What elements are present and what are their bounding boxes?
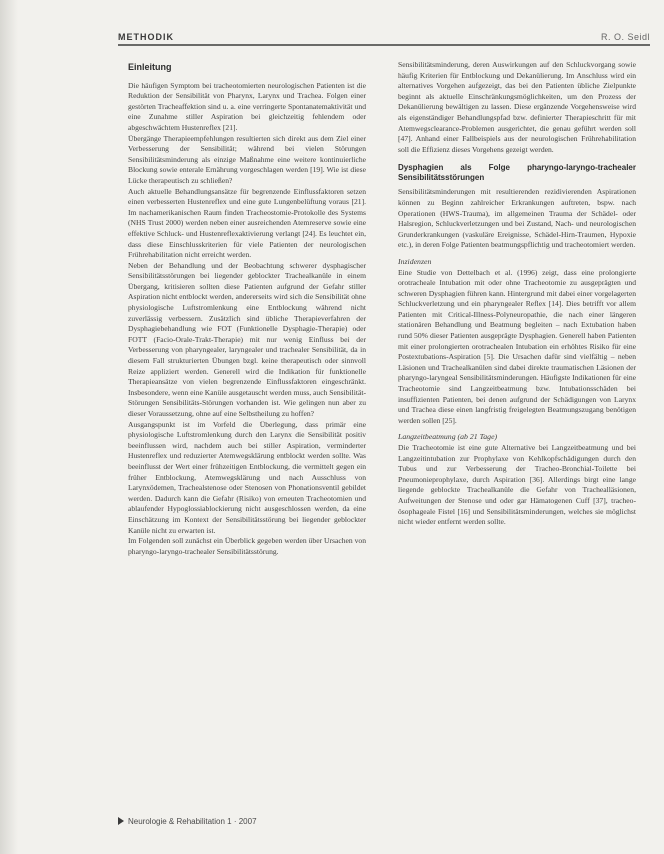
paragraph: Auch aktuelle Behandlungsansätze für begrenzende Einflussfaktoren setzen einen verbesserten Hustenreflex und eine gute Lungenbelüftung voraus [21]. Im nachamerikanischen Raum finden Tracheostomie-Protokolle des Systems (NHS Trust 2000) werden neben einer ausreichenden Atemreserve sowie eine effektive Schluck- und Hustenreflexaktivierung verlangt [24]. Es leuchtet ein, dass diese Einschlusskriterien für viele Patienten der neurologischen Frührehabilitation nicht erreicht werden.	[128, 186, 366, 260]
section-label: METHODIK	[118, 32, 174, 42]
paragraph: Die häufigen Symptom bei tracheotomierten neurologischen Patienten ist die Reduktion der Sensibilität von Pharynx, Larynx und Trachea. Folgen einer gestörten Tracheaffektion sind u. a. eine verringerte Spontanatemaktivität und eine Zunahme stiller Aspiration bei gleichzeitig fehlendem oder abgeschwächtem Hustenreflex [21].	[128, 80, 366, 132]
page-binding-shadow	[0, 0, 18, 854]
page-footer	[118, 817, 257, 829]
subsubsection-heading: Inzidenzen	[398, 256, 432, 266]
left-column	[128, 60, 366, 557]
author-label: R. O. Seidl	[600, 32, 650, 42]
paragraph: Übergänge Therapieempfehlungen resultierten sich direkt aus dem Ziel einer Verbesserung der Sensibilität; während bei vielen Störungen Sensibilitätsminderung als einzige Maßnahme eine weitere kontinuierliche Blockung sowie enterale Ernährung vorgeschlagen werden [19]. Wie ist diese Lücke therapeutisch zu schließen?	[128, 133, 366, 185]
journal-name: Neurologie & Rehabilitation 1 · 2007	[128, 817, 257, 826]
paragraph: Ausgangspunkt ist im Vorfeld die Überlegung, dass primär eine physiologische Luftstromlenkung durch den Larynx die Sensibilität positiv beeinflussen wird, nachdem auch bei stiller Aspiration, verminderter Hustenreflex und reduzierter Atemwegsklärung entblockt werden sollte. Was beeinflusst der Wert einer frühzeitigen Entblockung, die vermittelt gegen ein früher Entblockung, Atemwegsklärung und nach Ausschluss von Larynxödemen, Trachealstenose oder Stenosen von Phonationsventil gebildet werden. Dadurch kann die Gefahr (Risiko) von erneuten Tracheotomien und ablaufender Hypoglossiablockierung nicht ausgeschlossen werden, da eine Einschätzung im Kontext der Sensibilitätsstörung bei liegender geblockter Kanüle nicht zu erwarten ist.	[128, 419, 366, 535]
header-rule	[118, 44, 650, 46]
paragraph: Die Tracheotomie ist eine gute Alternative bei Langzeitbeatmung und bei Langzeitintubation zur Prophylaxe von Kehlkopfschädigungen durch den Tubus und zur Verbesserung der Tracheo-Bronchial-Toilette bei Pneumonieprophylaxe, durch Aspiration [36]. Allerdings birgt eine lange liegende geblockte Trachealkanüle die Gefahr von Trachealläsionen, Aufweitungen der Stenose und oder gar Hämatogenen Cuff [37], tracheo-ösophageale Fistel [16] und Sensibilitätsminderungen, welches sie möglichst nicht wieder entfernt werden sollte.	[398, 443, 636, 527]
subsection-heading: Dysphagien als Folge pharyngo-laryngo-trachealer Sensibilitätsstörungen	[398, 163, 636, 183]
paragraph: Sensibilitätsminderungen mit resultierenden rezidivierenden Aspirationen können zu Beginn zahlreicher Erkrankungen auftreten, bspw. nach Operationen (HWS-Trauma), im allgemeinen Trauma der Schädel- oder Halsregion, Schluckverletzungen und bei Zustand, Nach- und neurologischen Grunderkrankungen (vaskuläre Ereignisse, Schädel-Hirn-Traumen, Hypoxie etc.), in deren Folge Patienten beatmungspflichtig und tracheotomiert werden.	[398, 187, 636, 250]
subsubsection-heading: Langzeitbeatmung (ab 21 Tage)	[398, 432, 498, 442]
section-heading: Einleitung	[128, 62, 172, 72]
paragraph: Eine Studie von Dettelbach et al. (1996) zeigt, dass eine prolongierte orotracheale Intubation mit oder ohne Tracheotomie zu ausgeprägten und schweren Dysphagien führen kann. Hintergrund mit dabei einer vorgelagerten Schluckverletzung und ein pharyngealer Reflex [14]. Dies betrifft vor allem Patienten mit Critical-Illness-Polyneuropathie, die nach einer längeren stationären Behandlung und Beatmung begleiten – nach Extubation haben rund 50% dieser Patienten ausgeprägte Dysphagien. Generell haben Patienten mit einer prolongierten orotrachealen Intubation ein erhöhtes Risiko für eine Postextubations-Aspiration [5]. Die Ursachen dafür sind vielfältig – neben Läsionen und Trachealkanülen sind dabei direkte traumatischen Läsionen der pharyngo-laryngeal Sensibilitätsminderungen. Häufigste Indikationen für eine Tracheotomie sind Langzeitbeatmung bzw. Intubationsschäden bei insuffizienten Patienten, bei denen aufgrund der Schädigungen von Larynx und Trachea diese einen langfristig freigelegten Beatmungszugang benötigen werden sollen [25].	[398, 267, 636, 425]
triangle-marker-icon	[118, 817, 124, 825]
paragraph: Neben der Behandlung und der Beobachtung schwerer dysphagischer Sensibilitätsstörungen bei liegender geblockter Trachealkanüle in einem Übergang, kritisieren sollten diese Patienten aufgrund der Gefahr stiller Aspiration nicht entblockt werden, andererseits wird sich die Sensibilität ohne physiologische Luftstromlenkung eine Entblockung während nicht zuverlässig verbessern. Zusätzlich sind übliche Therapieverfahren der Dysphagiebehandlung wie FOT (Funktionelle Dysphagie-Therapie) oder FOTT (Facio-Orale-Trakt-Therapie) mit nur wenig Einfluss bei der Verbesserung von pharyngealer, laryngealer und trachealer Sensibilität, da in diesem Fall strukturierten Übungen bzgl. keine therapeutisch oder sinnvoll Reize appliziert werden. Generell wird die Indikation für funktionelle Therapieansätze von vielen begrenzende Einflussfaktoren eingeschränkt. Insbesondere, wenn eine Kanüle ausgetauscht werden muss, auch Sensibilität-Störungen Sensibilitäts-Störungen vorhanden ist. Wie gelingen nun aber zu dieser Voraussetzung, ohne auf eine Selbstheilung zu hoffen?	[128, 260, 366, 418]
paragraph: Sensibilitätsminderung, deren Auswirkungen auf den Schluckvorgang sowie häufig Kriterien für Entblockung und Dekanülierung. Im Anschluss wird ein alternatives Vorgehen aufgezeigt, das bei den Patienten übliche Zielpunkte beginnt als aktuelle Einschränkungsmöglichkeiten, um den Prozess der Dekanülierung bewältigen zu lassen. Diese ergänzende Vorgehensweise wird als eigenständiger Behandlungspfad bzw. definierter Therapieschritt für mit Atemwegsclearance-Problemen ausgerichtet, die genau geführt werden soll [47]. Anhand einer Fallbeispiels aus der neurologischen Frührehabilitation soll die Effizienz dieses Vorgehens gezeigt werden.	[398, 60, 636, 154]
right-column	[398, 60, 636, 528]
paragraph: Im Folgenden soll zunächst ein Überblick gegeben werden über Ursachen von pharyngo-laryngo-trachealer Sensibilitätsstörung.	[128, 536, 366, 556]
